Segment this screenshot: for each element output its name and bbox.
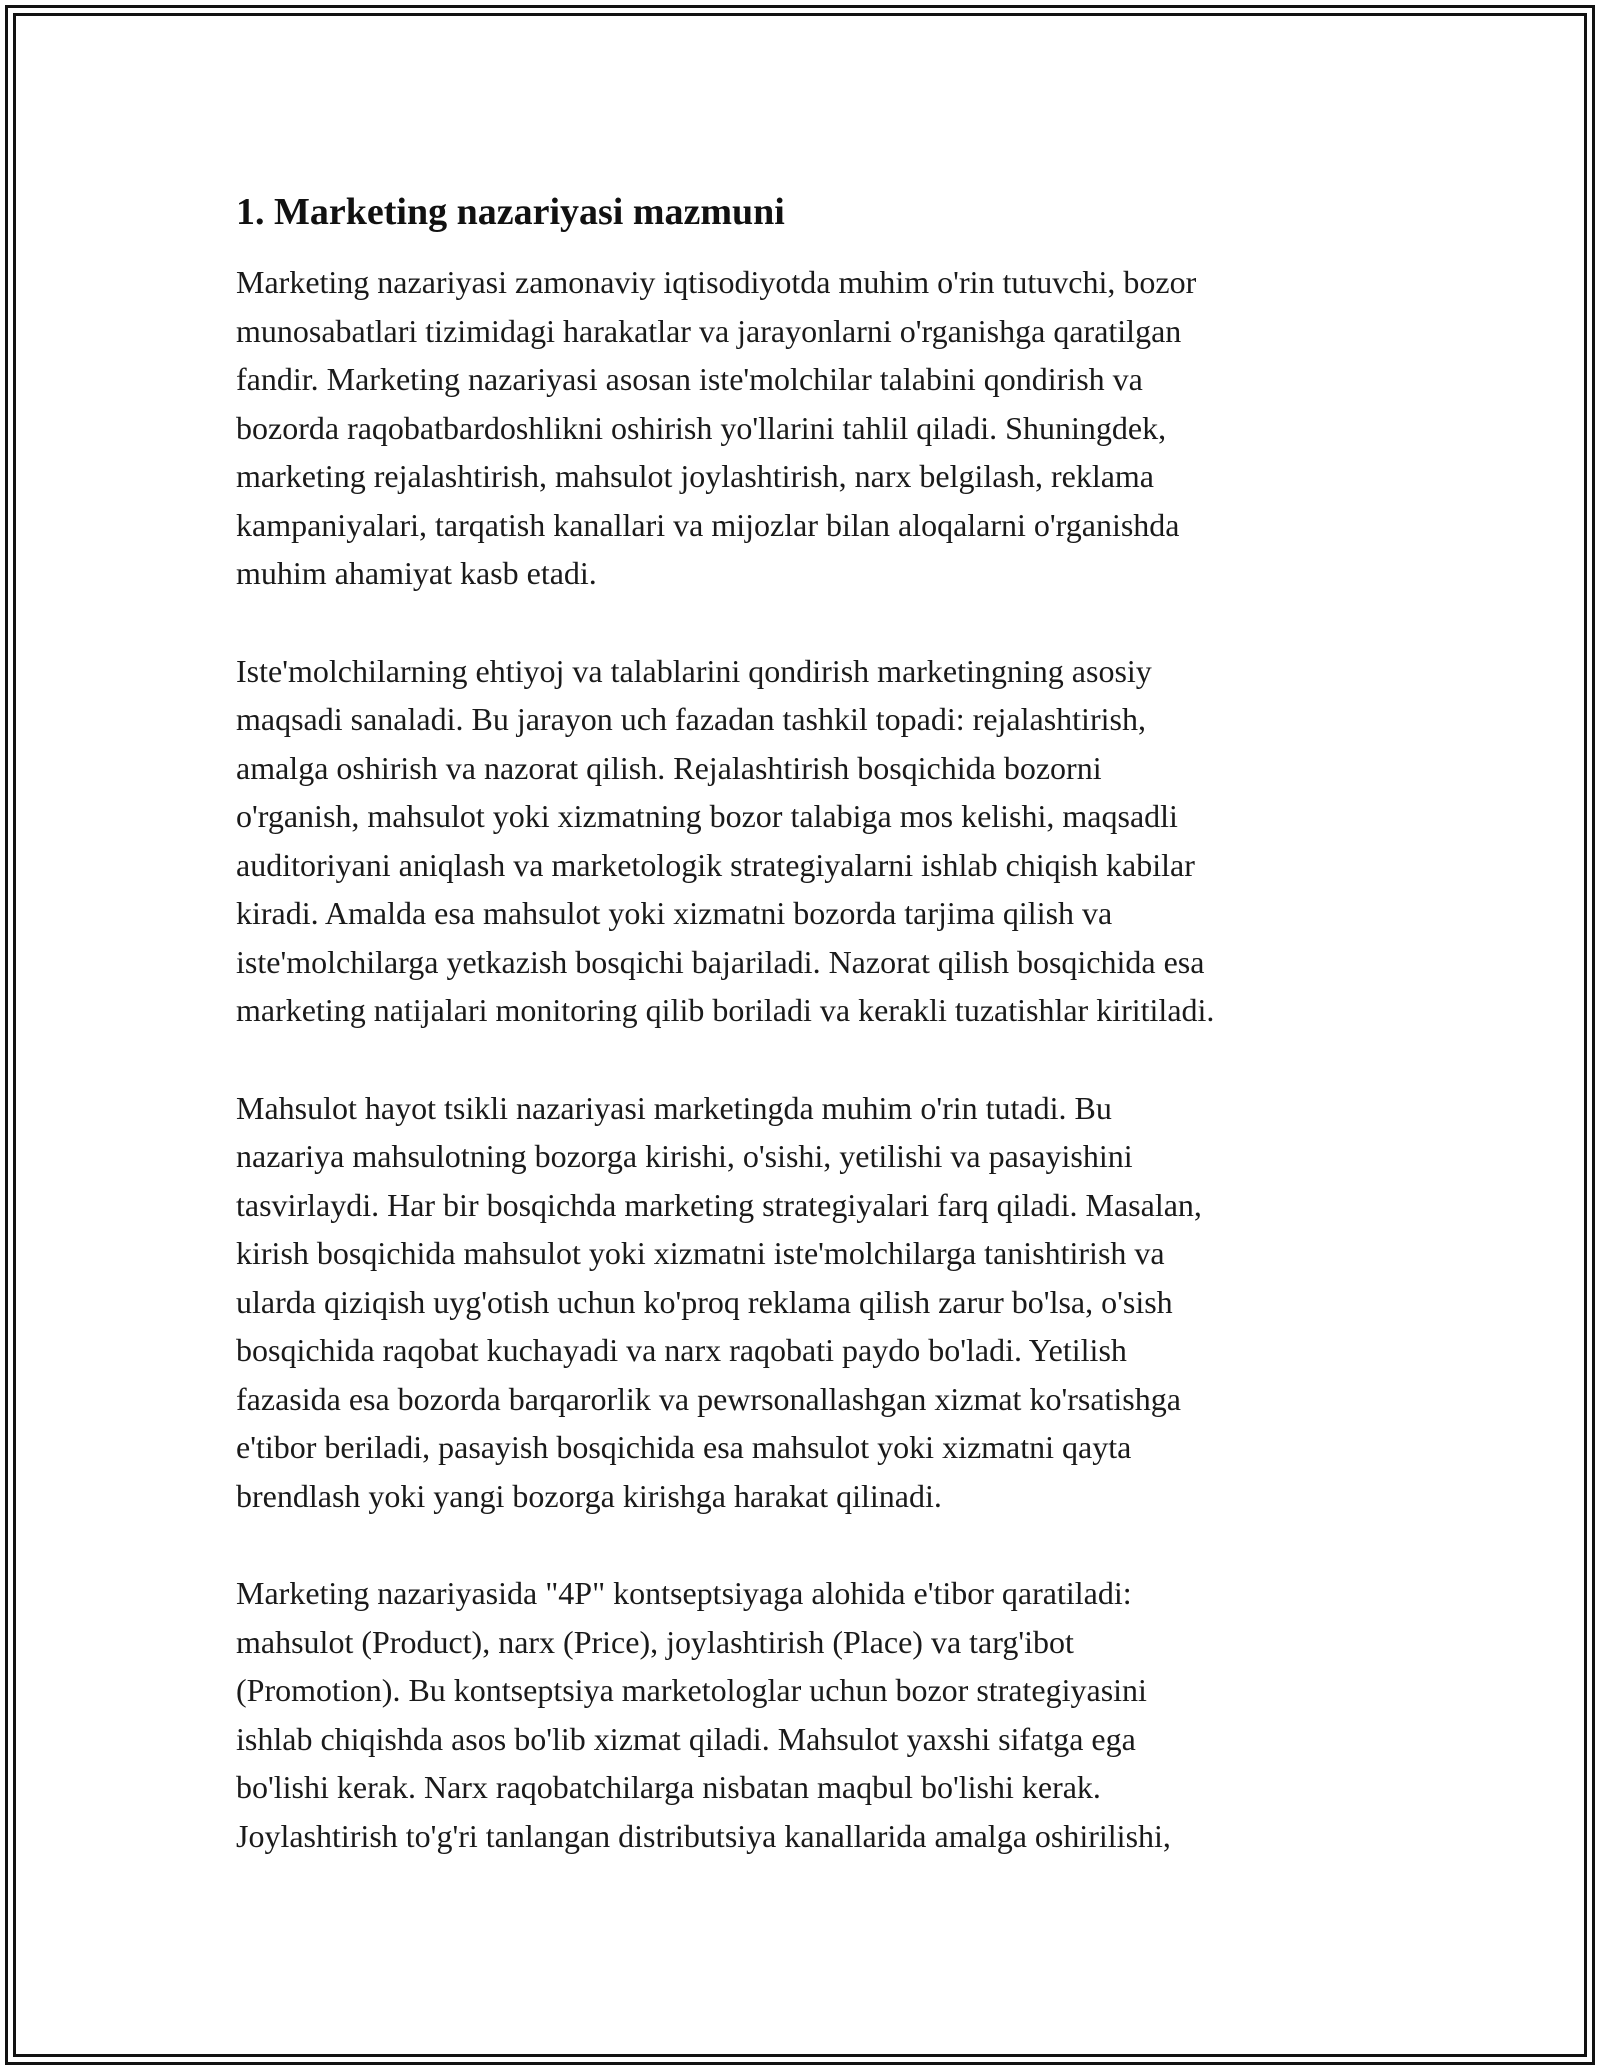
paragraph-line: Marketing nazariyasida "4P" kontseptsiyaga alohida e'tibor qaratiladi: (236, 1575, 1132, 1611)
paragraph-line: ishlab chiqishda asos bo'lib xizmat qiladi. Mahsulot yaxshi sifatga ega (236, 1720, 1136, 1757)
paragraph-line: o'rganish, mahsulot yoki xizmatning bozor talabiga mos kelishi, maqsadli (236, 798, 1178, 834)
paragraph-line: marketing natijalari monitoring qilib boriladi va kerakli tuzatishlar kiritiladi. (236, 992, 1215, 1028)
paragraph-line: Marketing nazariyasi zamonaviy iqtisodiyotda muhim o'rin tutuvchi, bozor (236, 264, 1197, 300)
paragraph-line: auditoriyani aniqlash va marketologik strategiyalarni ishlab chiqish kabilar (236, 846, 1195, 883)
paragraph-line: brendlash yoki yangi bozorga kirishga harakat qilinadi. (236, 1477, 942, 1514)
paragraph-line: bosqichida raqobat kuchayadi va narx raqobati paydo bo'ladi. Yetilish (236, 1332, 1127, 1368)
paragraph-line: amalga oshirish va nazorat qilish. Rejalashtirish bosqichida bozorni (236, 749, 1102, 786)
paragraph-3 (236, 1084, 1376, 1521)
paragraph-line: e'tibor beriladi, pasayish bosqichida esa mahsulot yoki xizmatni qayta (236, 1429, 1132, 1465)
paragraph-2 (236, 647, 1376, 1035)
paragraph-line: kampaniyalari, tarqatish kanallari va mijozlar bilan aloqalarni o'rganishda (236, 506, 1180, 543)
paragraph-line: fazasida esa bozorda barqarorlik va pewrsonallashgan xizmat ko'rsatishga (236, 1380, 1181, 1417)
paragraph-line: marketing rejalashtirish, mahsulot joylashtirish, narx belgilash, reklama (236, 458, 1154, 494)
document-body (236, 188, 1376, 1909)
paragraph-line: kiradi. Amalda esa mahsulot yoki xizmatni bozorda tarjima qilish va (236, 895, 1113, 931)
paragraph-line: (Promotion). Bu kontseptsiya marketologlar uchun bozor strategiyasini (236, 1672, 1147, 1708)
paragraph-1 (236, 258, 1376, 598)
paragraph-line: nazariya mahsulotning bozorga kirishi, o'sishi, yetilishi va pasayishini (236, 1138, 1133, 1174)
paragraph-line: iste'molchilarga yetkazish bosqichi bajariladi. Nazorat qilish bosqichida esa (236, 943, 1205, 980)
paragraph-line: maqsadi sanaladi. Bu jarayon uch fazadan tashkil topadi: rejalashtirish, (236, 701, 1146, 737)
paragraph-line: munosabatlari tizimidagi harakatlar va jarayonlarni o'rganishga qaratilgan (236, 312, 1182, 349)
paragraph-line: fandir. Marketing nazariyasi asosan iste'molchilar talabini qondirish va (236, 361, 1143, 397)
paragraph-line: Iste'molchilarning ehtiyoj va talablarini qondirish marketingning asosiy (236, 652, 1152, 689)
paragraph-line: mahsulot (Product), narx (Price), joylashtirish (Place) va targ'ibot (236, 1623, 1074, 1660)
paragraph-line: bo'lishi kerak. Narx raqobatchilarga nisbatan maqbul bo'lishi kerak. (236, 1769, 1101, 1805)
paragraph-line: ularda qiziqish uyg'otish uchun ko'proq reklama qilish zarur bo'lsa, o'sish (236, 1283, 1173, 1320)
paragraph-line: bozorda raqobatbardoshlikni oshirish yo'llarini tahlil qiladi. Shuningdek, (236, 409, 1167, 446)
paragraph-line: Mahsulot hayot tsikli nazariyasi marketingda muhim o'rin tutadi. Bu (236, 1089, 1112, 1126)
paragraph-line: kirish bosqichida mahsulot yoki xizmatni iste'molchilarga tanishtirish va (236, 1235, 1165, 1271)
paragraph-line: muhim ahamiyat kasb etadi. (236, 555, 597, 591)
paragraph-4 (236, 1569, 1376, 1860)
document-title: 1. Marketing nazariyasi mazmuni (236, 191, 785, 233)
paragraph-line: tasvirlaydi. Har bir bosqichda marketing strategiyalari farq qiladi. Masalan, (236, 1186, 1202, 1223)
paragraph-line: Joylashtirish to'g'ri tanlangan distributsiya kanallarida amalga oshirilishi, (236, 1817, 1171, 1854)
